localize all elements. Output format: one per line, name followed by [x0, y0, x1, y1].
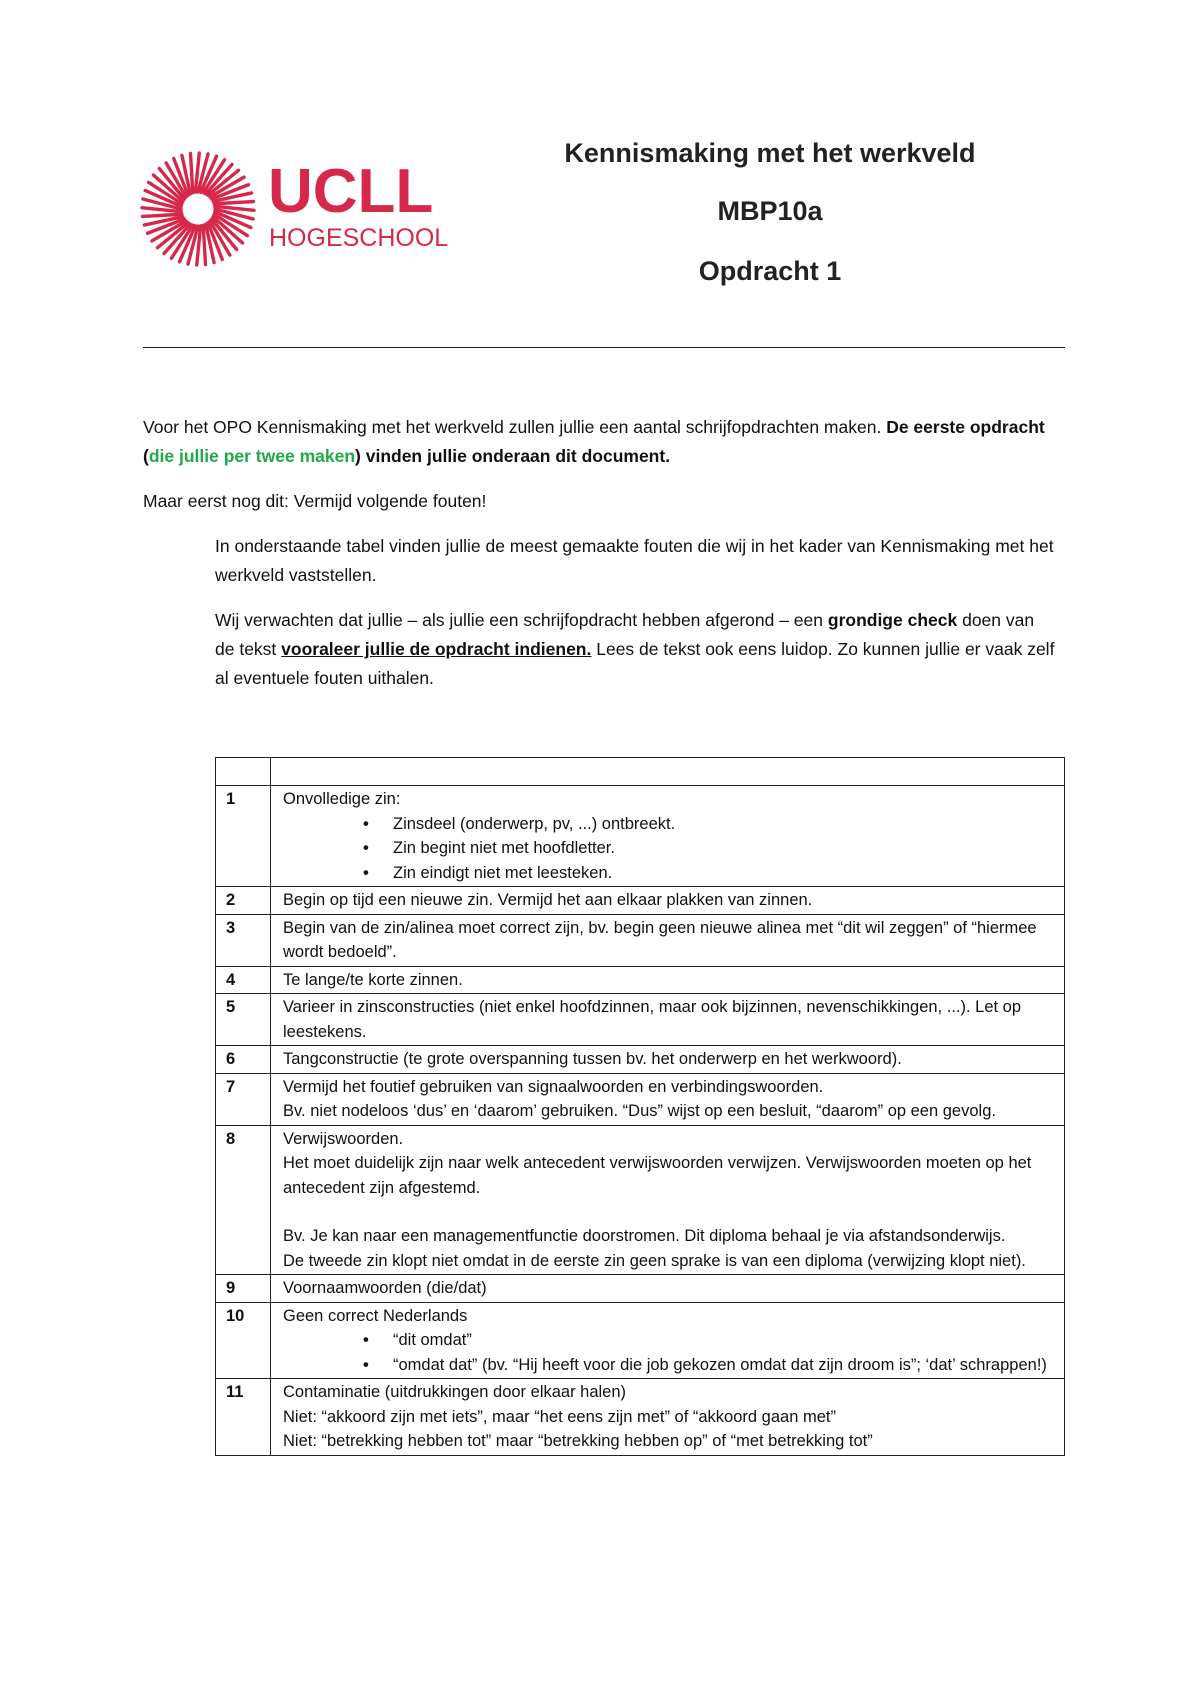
row-number: 7	[216, 1073, 271, 1125]
sunburst-ray	[203, 225, 205, 264]
table-row	[216, 1125, 1065, 1275]
header-divider	[143, 347, 1065, 348]
row-content: Tangconstructie (te grote overspanning tussen bv. het onderwerp en het werkwoord).	[271, 1046, 1065, 1074]
row-number: 6	[216, 1046, 271, 1074]
intro-green: die jullie per twee maken	[148, 446, 356, 466]
row-content: Begin van de zin/alinea moet correct zijn, bv. begin geen nieuwe alinea met “dit wil zeggen” of “hiermee wordt bedoeld”.	[271, 914, 1065, 966]
row-number: 3	[216, 914, 271, 966]
row-number: 5	[216, 994, 271, 1046]
list-item: • “dit omdat”	[393, 1328, 1052, 1353]
table-row	[216, 1275, 1065, 1303]
row-number: 10	[216, 1302, 271, 1379]
table-row	[216, 786, 1065, 887]
document-title: Kennismaking met het werkveld	[564, 138, 976, 168]
row-content: Te lange/te korte zinnen.	[271, 966, 1065, 994]
row-content: Begin op tijd een nieuwe zin. Vermijd het aan elkaar plakken van zinnen.	[271, 887, 1065, 915]
logo-sub-text: HOGESCHOOL	[269, 224, 449, 252]
table-row	[216, 914, 1065, 966]
row-number: 1	[216, 786, 271, 887]
sunburst-ray	[191, 154, 193, 193]
table-row	[216, 966, 1065, 994]
intro-bold-2: ) vinden jullie onderaan dit document.	[355, 446, 671, 466]
row-content: Varieer in zinsconstructies (niet enkel hoofdzinnen, maar ook bijzinnen, nevenschikkingen, ...). Let op leestekens.	[271, 994, 1065, 1046]
ucll-sunburst-icon	[140, 150, 460, 268]
indent-p2-bold-underline: vooraleer jullie de opdracht indienen.	[281, 639, 592, 659]
table-header-row	[216, 758, 1065, 786]
list-item: • Zin begint niet met hoofdletter.	[393, 836, 1052, 861]
row-number: 4	[216, 966, 271, 994]
sunburst-ray	[214, 202, 253, 204]
table-row	[216, 994, 1065, 1046]
row-content: Voornaamwoorden (die/dat)	[271, 1275, 1065, 1303]
indented-paragraphs	[215, 532, 1055, 709]
intro-paragraph	[143, 413, 1068, 471]
row-number: 11	[216, 1379, 271, 1456]
row-content: Geen correct Nederlands • “dit omdat” • “omdat dat” (bv. “Hij heeft voor die job gekozen omdat dat zijn droom is”; ‘dat’ schrappen!)	[271, 1302, 1065, 1379]
indent-paragraph-1: In onderstaande tabel vinden jullie de meest gemaakte fouten die wij in het kader van Kennismaking met het werkveld vaststellen.	[215, 536, 1054, 585]
indent-p2-e: Lees de tekst ook eens luidop. Zo kunnen jullie er vaak zelf al eventuele fouten uithalen.	[215, 639, 1055, 688]
row-number: 8	[216, 1125, 271, 1275]
table-row	[216, 1073, 1065, 1125]
table-row	[216, 887, 1065, 915]
indent-p2-bold: grondige check	[827, 610, 958, 630]
row-number: 9	[216, 1275, 271, 1303]
bullet-list	[283, 1328, 1052, 1377]
list-item: • “omdat dat” (bv. “Hij heeft voor die job gekozen omdat dat zijn droom is”; ‘dat’ schrappen!)	[393, 1353, 1052, 1378]
assignment-label: Opdracht 1	[698, 256, 842, 286]
row-content: Verwijswoorden. Het moet duidelijk zijn naar welk antecedent verwijswoorden verwijzen. Verwijswoorden moeten op het antecedent zijn afgestemd. Bv. Je kan naar een managementfunctie doorstromen. Dit diploma behaal je via afstandsonderwijs. De tweede zin klopt niet omdat in de eerste zin geen sprake is van een diploma (verwijzing klopt niet).	[271, 1125, 1065, 1275]
table-row	[216, 1302, 1065, 1379]
title-block	[500, 138, 1040, 286]
row-number: 2	[216, 887, 271, 915]
sunburst-ray	[143, 214, 182, 216]
list-item: • Zin eindigt niet met leesteken.	[393, 861, 1052, 886]
ucll-logo	[140, 150, 460, 268]
list-item: • Zinsdeel (onderwerp, pv, ...) ontbreekt.	[393, 812, 1052, 837]
intro-bold-1: De eerste opdracht (	[143, 417, 1045, 466]
table-row	[216, 1379, 1065, 1456]
indent-p2-a: Wij verwachten dat jullie – als jullie een schrijfopdracht hebben afgerond – een	[215, 610, 828, 630]
table-row	[216, 1046, 1065, 1074]
row-content: Vermijd het foutief gebruiken van signaalwoorden en verbindingswoorden. Bv. niet nodeloos ‘dus’ en ‘daarom’ gebruiken. “Dus” wijst op een besluit, “daarom” op een gevolg.	[271, 1073, 1065, 1125]
row-content: Onvolledige zin: • Zinsdeel (onderwerp, pv, ...) ontbreekt. • Zin begint niet met hoofdletter. • Zin eindigt niet met leesteken.	[271, 786, 1065, 887]
intro-text: Voor het OPO Kennismaking met het werkveld zullen jullie een aantal schrijfopdrachten maken.	[143, 417, 887, 437]
indent-paragraph-2	[215, 606, 1055, 693]
indent-p2-c: doen van de tekst	[215, 610, 1035, 659]
row-content: Contaminatie (uitdrukkingen door elkaar halen) Niet: “akkoord zijn met iets”, maar “het eens zijn met” of “akkoord gaan met” Niet: “betrekking hebben tot” maar “betrekking hebben op” of “met betrekking tot”	[271, 1379, 1065, 1456]
errors-table	[215, 757, 1065, 1456]
logo-main-text: UCLL	[268, 157, 434, 226]
course-code: MBP10a	[717, 196, 823, 226]
bullet-list	[283, 812, 1052, 886]
maar-eerst-text: Maar eerst nog dit: Vermijd volgende fouten!	[143, 491, 487, 511]
